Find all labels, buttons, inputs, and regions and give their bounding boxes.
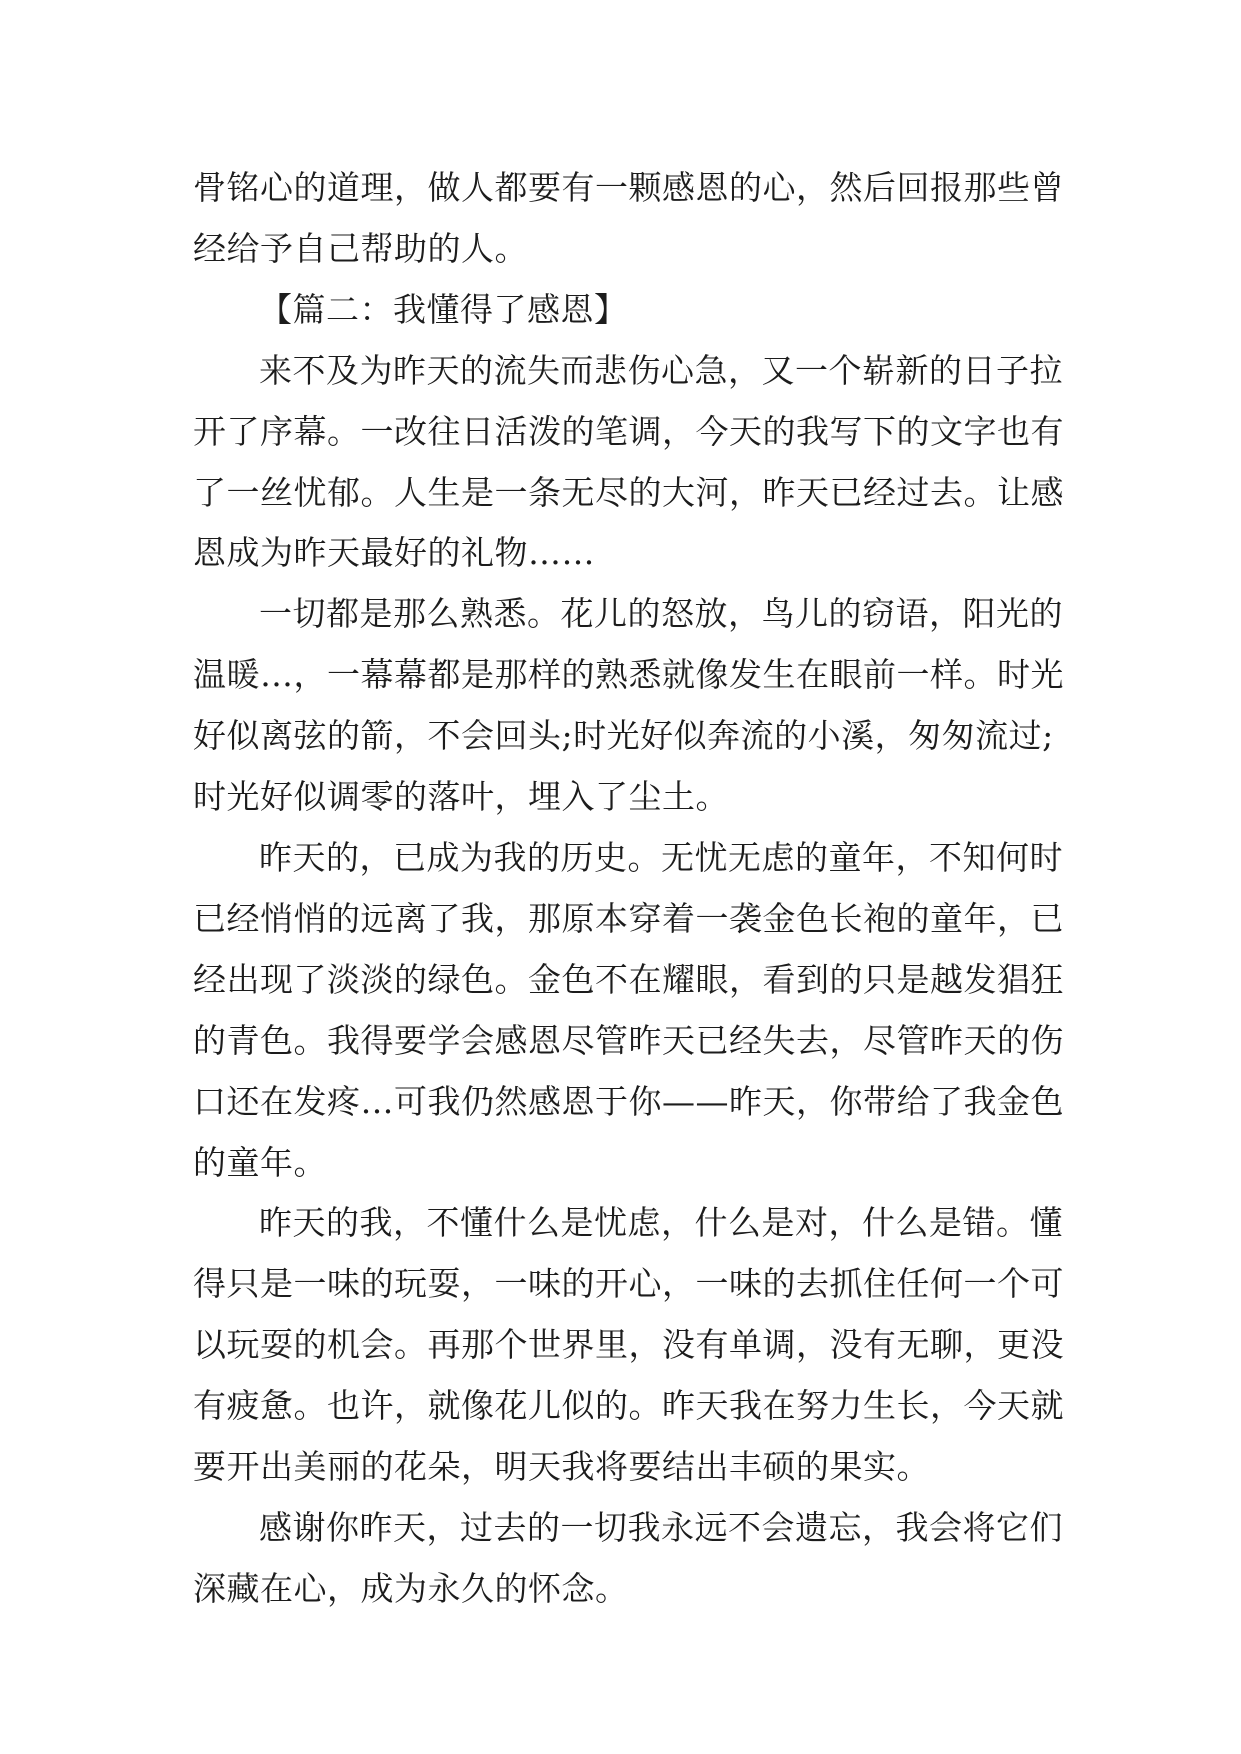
paragraph-line: 口还在发疼…可我仍然感恩于你——昨天，你带给了我金色 (193, 1081, 1064, 1121)
paragraph-line: 的青色。我得要学会感恩尽管昨天已经失去，尽管昨天的伤 (193, 1020, 1064, 1060)
paragraph (193, 158, 1065, 280)
paragraph-line: 要开出美丽的花朵，明天我将要结出丰硕的果实。 (193, 1447, 930, 1487)
paragraph-line: 经给予自己帮助的人。 (193, 228, 528, 268)
paragraph-line: 一切都是那么熟悉。花儿的怒放，鸟儿的窃语，阳光的 (259, 594, 1063, 634)
paragraph-line: 温暖…，一幕幕都是那样的熟悉就像发生在眼前一样。时光 (193, 655, 1064, 695)
paragraph (193, 828, 1065, 1193)
paragraph-line: 昨天的我，不懂什么是忧虑，什么是对，什么是错。懂 (259, 1203, 1063, 1243)
paragraph-line: 已经悄悄的远离了我，那原本穿着一袭金色长袍的童年，已 (193, 898, 1064, 938)
paragraph-line: 骨铭心的道理，做人都要有一颗感恩的心，然后回报那些曾 (193, 168, 1064, 207)
paragraph (193, 341, 1065, 585)
paragraph-line: 有疲惫。也许，就像花儿似的。昨天我在努力生长，今天就 (193, 1386, 1064, 1426)
paragraph-line: 昨天的，已成为我的历史。无忧无虑的童年，不知何时 (259, 837, 1063, 877)
paragraph-line: 感谢你昨天，过去的一切我永远不会遗忘，我会将它们 (259, 1507, 1063, 1547)
paragraph-line: 了一丝忧郁。人生是一条无尽的大河，昨天已经过去。让感 (193, 472, 1064, 512)
paragraph-line: 来不及为昨天的流失而悲伤心急，又一个崭新的日子拉 (259, 350, 1063, 390)
paragraph-line: 开了序幕。一改往日活泼的笔调，今天的我写下的文字也有 (193, 411, 1064, 451)
paragraph-line: 时光好似调零的落叶，埋入了尘土。 (193, 777, 729, 817)
section-heading (193, 280, 1065, 341)
paragraph-line: 深藏在心，成为永久的怀念。 (193, 1568, 629, 1608)
paragraph-line: 以玩耍的机会。再那个世界里，没有单调，没有无聊，更没 (193, 1325, 1064, 1365)
document-body (193, 158, 1065, 1620)
paragraph (193, 1498, 1065, 1620)
paragraph (193, 1193, 1065, 1498)
paragraph-line: 【篇二：我懂得了感恩】 (259, 289, 628, 329)
paragraph (193, 584, 1065, 828)
paragraph-line: 恩成为昨天最好的礼物…… (193, 533, 595, 573)
paragraph-line: 得只是一味的玩耍，一味的开心，一味的去抓住任何一个可 (193, 1264, 1064, 1304)
paragraph-line: 好似离弦的箭，不会回头;时光好似奔流的小溪，匆匆流过; (193, 716, 1054, 756)
paragraph-line: 经出现了淡淡的绿色。金色不在耀眼，看到的只是越发猖狂 (193, 959, 1064, 999)
paragraph-line: 的童年。 (193, 1142, 327, 1182)
